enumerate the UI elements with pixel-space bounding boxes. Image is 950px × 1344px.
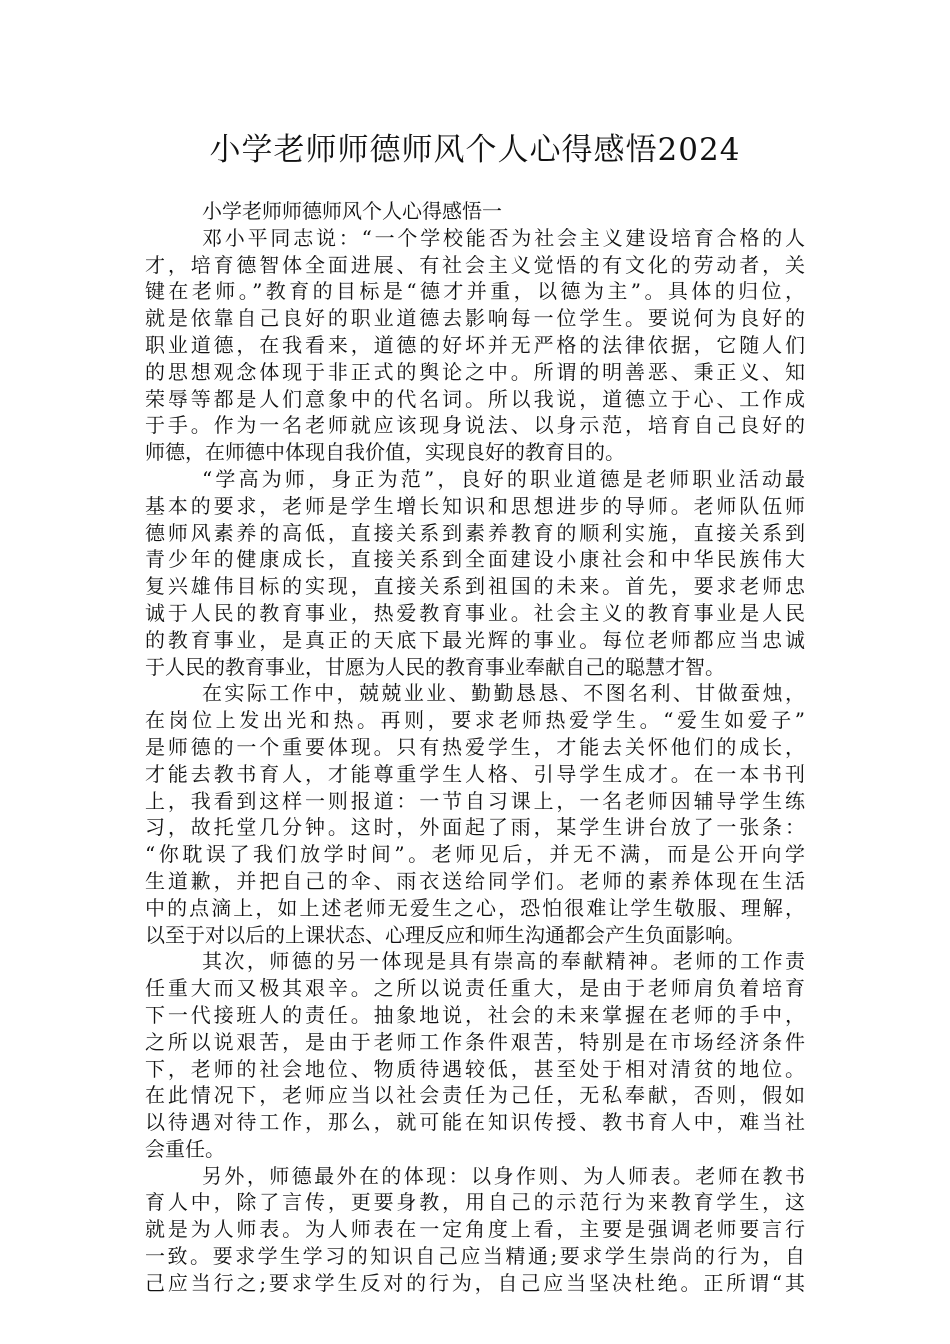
text-line: 之所以说艰苦，是由于老师工作条件艰苦，特别是在市场经济条件 bbox=[145, 1029, 805, 1054]
text-line: 上，我看到这样一则报道：一节自习课上，一名老师因辅导学生练 bbox=[145, 788, 805, 813]
text-line: 于手。作为一名老师就应该现身说法、以身示范，培育自己良好的 bbox=[145, 413, 805, 438]
text-line: 下，老师的社会地位、物质待遇较低，甚至处于相对清贫的地位。 bbox=[145, 1056, 805, 1081]
text-line: 一致。要求学生学习的知识自己应当精通;要求学生崇尚的行为，自 bbox=[145, 1244, 805, 1269]
text-line: 才能去教书育人，才能尊重学生人格、引导学生成才。在一本书刊 bbox=[145, 761, 805, 786]
text-line: 另外，师德最外在的体现：以身作则、为人师表。老师在教书 bbox=[202, 1163, 805, 1188]
text-line: 己应当行之;要求学生反对的行为，自己应当坚决杜绝。正所谓“其 bbox=[145, 1270, 805, 1295]
text-line: 键在老师。”教育的目标是“德才并重，以德为主”。具体的归位， bbox=[145, 279, 805, 304]
text-line: 德师风素养的高低，直接关系到素养教育的顺利实施，直接关系到 bbox=[145, 520, 805, 545]
section-subtitle: 小学老师师德师风个人心得感悟一 bbox=[202, 199, 502, 223]
text-line: “你耽误了我们放学时间”。老师见后，并无不满，而是公开向学 bbox=[145, 842, 805, 867]
text-line: 会重任。 bbox=[145, 1136, 225, 1161]
text-line: 下一代接班人的责任。抽象地说，社会的未来掌握在老师的手中， bbox=[145, 1002, 805, 1027]
text-line: 习，故托堂几分钟。这时，外面起了雨，某学生讲台放了一张条： bbox=[145, 815, 805, 840]
document-body bbox=[145, 198, 805, 1297]
text-line: “学高为师，身正为范”，良好的职业道德是老师职业活动最 bbox=[202, 466, 805, 491]
text-line: 荣辱等都是人们意象中的代名词。所以我说，道德立于心、工作成 bbox=[145, 386, 805, 411]
text-line: 就是依靠自己良好的职业道德去影响每一位学生。要说何为良好的 bbox=[145, 306, 805, 331]
text-line: 复兴雄伟目标的实现，直接关系到祖国的未来。首先，要求老师忠 bbox=[145, 574, 805, 599]
text-line: 邓小平同志说：“一个学校能否为社会主义建设培育合格的人 bbox=[202, 225, 805, 250]
text-line: 在此情况下，老师应当以社会责任为己任，无私奉献，否则，假如 bbox=[145, 1083, 805, 1108]
text-line: 基本的要求，老师是学生增长知识和思想进步的导师。老师队伍师 bbox=[145, 493, 805, 518]
text-line: 才，培育德智体全面进展、有社会主义觉悟的有文化的劳动者，关 bbox=[145, 252, 805, 277]
text-line: 任重大而又极其艰辛。之所以说责任重大，是由于老师肩负着培育 bbox=[145, 976, 805, 1001]
text-line: 青少年的健康成长，直接关系到全面建设小康社会和中华民族伟大 bbox=[145, 547, 805, 572]
text-line: 生道歉，并把自己的伞、雨衣送给同学们。老师的素养体现在生活 bbox=[145, 868, 805, 893]
text-line: 诚于人民的教育事业，热爱教育事业。社会主义的教育事业是人民 bbox=[145, 600, 805, 625]
text-line: 就是为人师表。为人师表在一定角度上看，主要是强调老师要言行 bbox=[145, 1217, 805, 1242]
text-line: 在实际工作中，兢兢业业、勤勤恳恳、不图名利、甘做蚕烛， bbox=[202, 681, 805, 706]
text-line: 的思想观念体现于非正式的舆论之中。所谓的明善恶、秉正义、知 bbox=[145, 359, 805, 384]
text-line: 师德，在师德中体现自我价值，实现良好的教育目的。 bbox=[145, 440, 625, 465]
text-line: 的教育事业，是真正的天底下最光辉的事业。每位老师都应当忠诚 bbox=[145, 627, 805, 652]
text-line: 于人民的教育事业，甘愿为人民的教育事业奉献自己的聪慧才智。 bbox=[145, 654, 725, 679]
text-line: 以待遇对待工作，那么，就可能在知识传授、教书育人中，难当社 bbox=[145, 1110, 805, 1135]
text-line: 是师德的一个重要体现。只有热爱学生，才能去关怀他们的成长， bbox=[145, 734, 805, 759]
text-line: 其次，师德的另一体现是具有崇高的奉献精神。老师的工作责 bbox=[202, 949, 805, 974]
text-line: 中的点滴上，如上述老师无爱生之心，恐怕很难让学生敬服、理解， bbox=[145, 895, 805, 920]
text-line: 职业道德，在我看来，道德的好坏并无严格的法律依据，它随人们 bbox=[145, 332, 805, 357]
text-line: 以至于对以后的上课状态、心理反应和师生沟通都会产生负面影响。 bbox=[145, 922, 745, 947]
document-title: 小学老师师德师风个人心得感悟2024 bbox=[209, 132, 741, 168]
text-line: 在岗位上发出光和热。再则，要求老师热爱学生。“爱生如爱子” bbox=[145, 708, 805, 733]
text-line: 育人中，除了言传，更要身教，用自己的示范行为来教育学生，这 bbox=[145, 1190, 805, 1215]
